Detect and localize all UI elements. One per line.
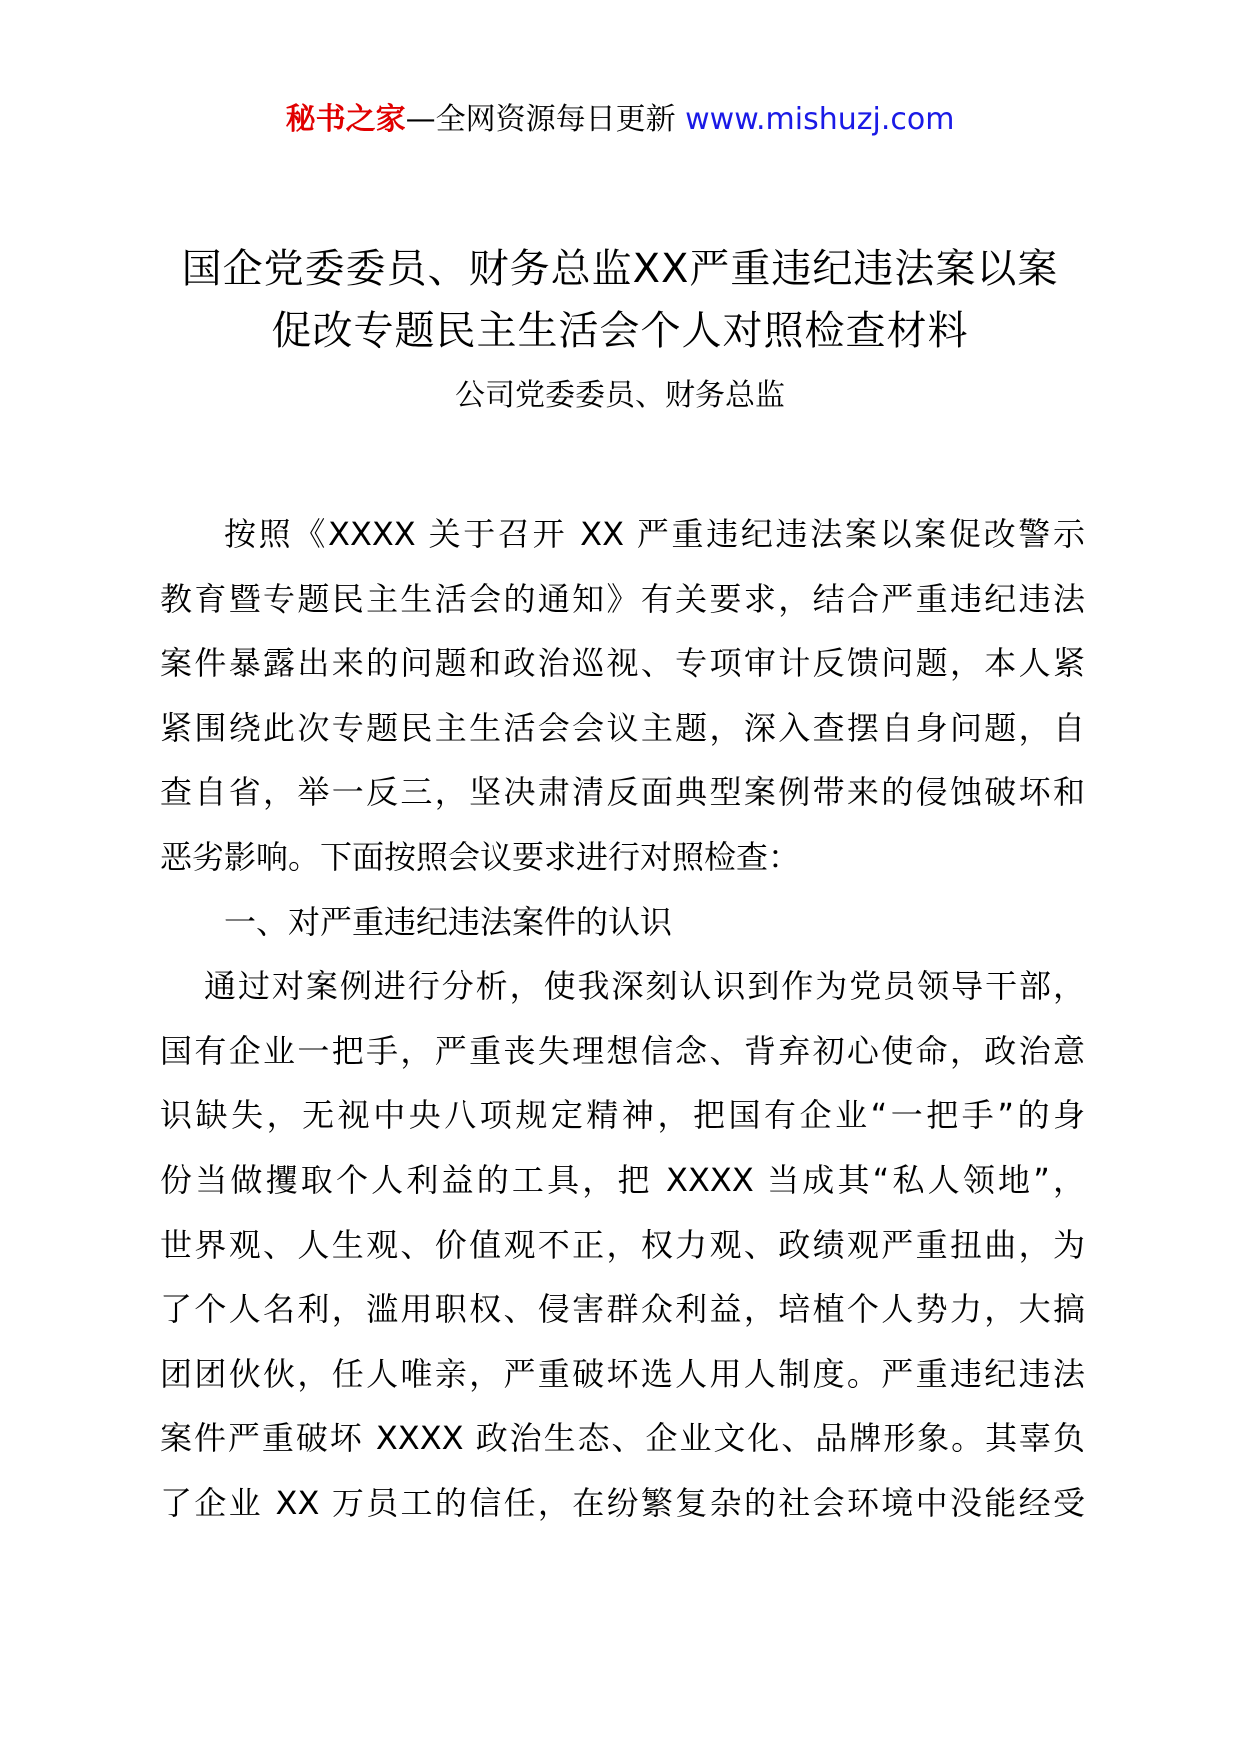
paragraph-line: 识缺失，无视中央八项规定精神，把国有企业“一把手”的身 (160, 1096, 1085, 1135)
paragraph-line: 紧围绕此次专题民主生活会会议主题，深入查摆自身问题，自 (160, 708, 1085, 747)
paragraph-line: 团团伙伙，任人唯亲，严重破坏选人用人制度。严重违纪违法 (160, 1354, 1085, 1393)
paragraph-line: 世界观、人生观、价值观不正，权力观、政绩观严重扭曲，为 (160, 1225, 1085, 1264)
paragraph-line: 恶劣影响。下面按照会议要求进行对照检查： (160, 837, 801, 876)
document-title (0, 238, 1240, 362)
paragraph-line: 通过对案例进行分析，使我深刻认识到作为党员领导干部， (204, 967, 1085, 1006)
paragraph-line: 按照《XXXX 关于召开 XX 严重违纪违法案以案促改警示 (224, 515, 1085, 553)
paragraph-line: 国有企业一把手，严重丧失理想信念、背弃初心使命，政治意 (160, 1031, 1085, 1070)
paragraph-line: 查自省，举一反三，坚决肃清反面典型案例带来的侵蚀破坏和 (160, 773, 1085, 812)
section-heading: 一、对严重违纪违法案件的认识 (224, 902, 673, 941)
document-body (160, 502, 1085, 1536)
paragraph-line: 教育暨专题民主生活会的通知》有关要求，结合严重违纪违法 (160, 579, 1085, 618)
paragraph-2 (160, 954, 1085, 1535)
site-url-link[interactable]: www.mishuzj.com (685, 102, 955, 137)
paragraph-line: 份当做攫取个人利益的工具，把 XXXX 当成其“私人领地”， (160, 1160, 1085, 1199)
title-line-2: 促改专题民主生活会个人对照检查材料 (271, 308, 969, 354)
paragraph-line: 案件暴露出来的问题和政治巡视、专项审计反馈问题，本人紧 (160, 644, 1085, 683)
document-subtitle: 公司党委委员、财务总监 (455, 378, 785, 413)
paragraph-1 (160, 502, 1085, 890)
brand-name: 秘书之家 (285, 102, 406, 137)
header-tagline: —全网资源每日更新 (405, 102, 686, 137)
site-header (0, 100, 1240, 140)
paragraph-line: 案件严重破坏 XXXX 政治生态、企业文化、品牌形象。其辜负 (160, 1419, 1085, 1458)
paragraph-line: 了企业 XX 万员工的信任，在纷繁复杂的社会环境中没能经受 (160, 1483, 1085, 1522)
paragraph-line: 了个人名利，滥用职权、侵害群众利益，培植个人势力，大搞 (160, 1290, 1085, 1329)
title-line-1: 国企党委委员、财务总监XX严重违纪违法案以案 (181, 246, 1059, 292)
